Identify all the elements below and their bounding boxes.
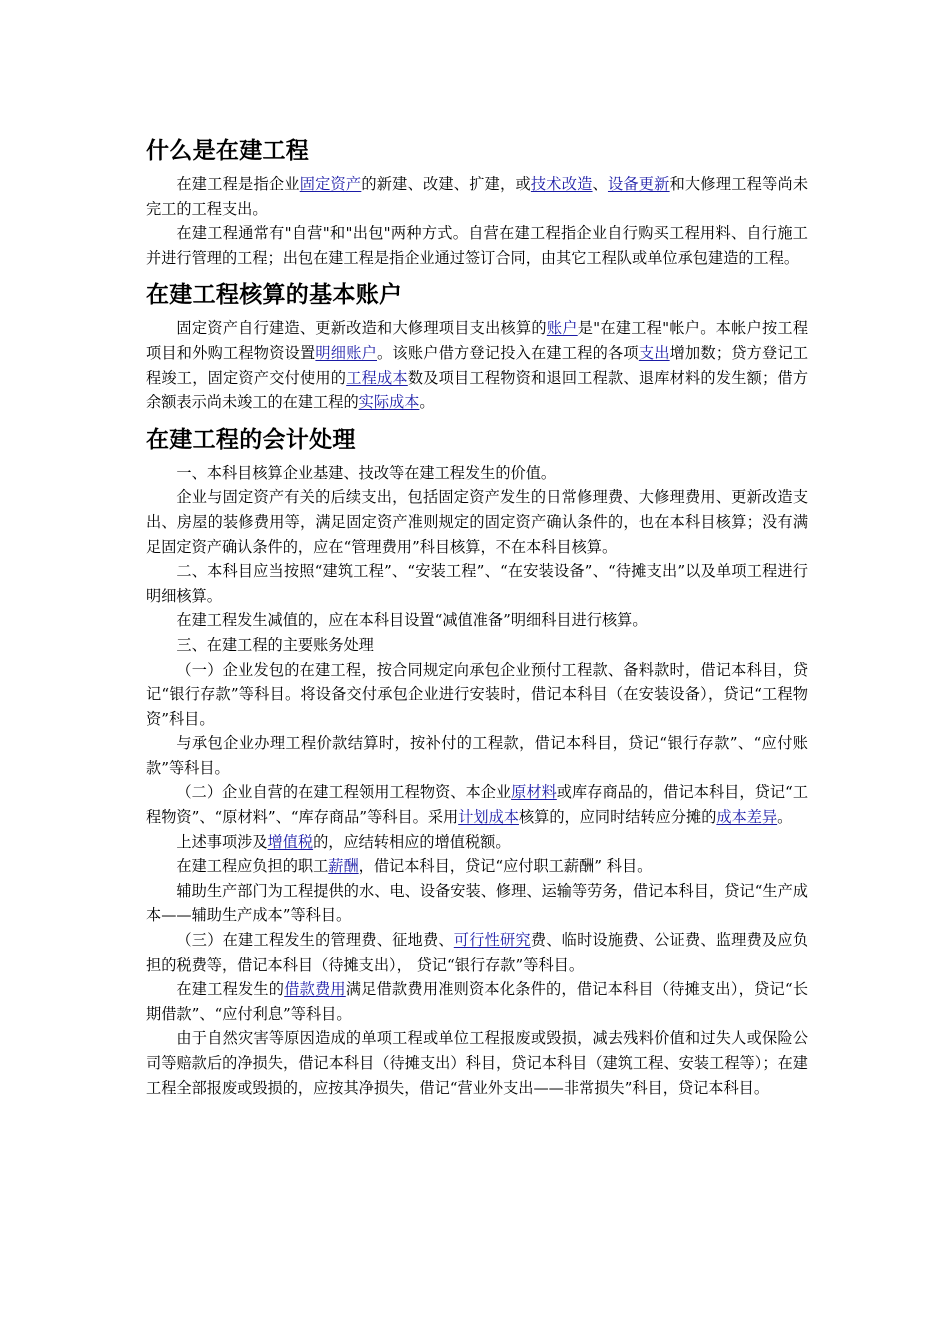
paragraph: 由于自然灾害等原因造成的单项工程或单位工程报废或毁损，减去残料价值和过失人或保险公司等赔款后的净损失，借记本科目（待摊支出）科目，贷记本科目（建筑工程、安装工程等）；在建工程全部报废或毁损的，应按其净损失，借记“营业外支出——非常损失”科目，贷记本科目。	[146, 1029, 808, 1097]
document-page	[146, 134, 808, 1100]
link-equipment-renewal[interactable]: 设备更新	[607, 175, 670, 193]
section-heading-accounting-treatment: 在建工程的会计处理	[146, 426, 356, 453]
paragraph: 在建工程是指企业固定资产的新建、改建、扩建，或技术改造、设备更新和大修理工程等尚未完工的工程支出。	[146, 175, 809, 218]
link-cost-variance[interactable]: 成本差异	[716, 808, 778, 827]
section-heading-what-is-cip: 什么是在建工程	[146, 138, 310, 164]
paragraph: 三、在建工程的主要账务处理	[176, 635, 374, 654]
paragraph: （三）在建工程发生的管理费、征地费、可行性研究费、临时设施费、公证费、监理费及应负担的税费等，借记本科目（待摊支出）， 贷记“银行存款”等科目。	[146, 931, 809, 974]
link-borrowing-costs[interactable]: 借款费用	[284, 980, 346, 999]
link-project-cost[interactable]: 工程成本	[346, 368, 408, 387]
link-planned-cost[interactable]: 计划成本	[458, 808, 519, 827]
paragraph: 企业与固定资产有关的后续支出，包括固定资产发生的日常修理费、大修理费用、更新改造支出、房屋的装修费用等，满足固定资产准则规定的固定资产确认条件的，也在本科目核算；没有满足固定资产确认条件的，应在“管理费用”科目核算，不在本科目核算。	[146, 488, 808, 556]
paragraph: 在建工程发生的借款费用满足借款费用准则资本化条件的，借记本科目（待摊支出），贷记“长期借款”、“应付利息”等科目。	[146, 980, 809, 1023]
paragraph: 辅助生产部门为工程提供的水、电、设备安装、修理、运输等劳务，借记本科目，贷记“生产成本——辅助生产成本”等科目。	[146, 881, 808, 925]
link-expenditure[interactable]: 支出	[638, 343, 670, 362]
paragraph: （二）企业自营的在建工程领用工程物资、本企业原材料或库存商品的，借记本科目，贷记“工程物资”、“原材料”、“库存商品”等科目。采用计划成本核算的，应同时结转应分摊的成本差异。	[146, 783, 809, 827]
paragraph: 与承包企业办理工程价款结算时，按补付的工程款，借记本科目，贷记“银行存款”、“应付账款”等科目。	[146, 734, 808, 777]
paragraph: 上述事项涉及增值税的，应结转相应的增值税额。	[176, 832, 511, 851]
paragraph: （一）企业发包的在建工程，按合同规定向承包企业预付工程款、备料款时，借记本科目，贷记“银行存款”等科目。将设备交付承包企业进行安装时，借记本科目（在安装设备），贷记“工程物资”科目。	[146, 660, 808, 728]
link-salary[interactable]: 薪酬	[328, 857, 359, 876]
paragraph: 二、本科目应当按照“建筑工程”、“安装工程”、“在安装设备”、“待摊支出”以及单项工程进行明细核算。	[146, 562, 808, 605]
paragraph: 在建工程发生减值的，应在本科目设置“减值准备”明细科目进行核算。	[176, 611, 648, 630]
section-heading-basic-accounts: 在建工程核算的基本账户	[146, 282, 403, 309]
link-vat[interactable]: 增值税	[267, 832, 314, 851]
link-account[interactable]: 账户	[546, 319, 578, 338]
link-actual-cost[interactable]: 实际成本	[358, 393, 420, 412]
paragraph: 在建工程通常有"自营"和"出包"两种方式。自营在建工程指企业自行购买工程用料、自行施工并进行管理的工程；出包在建工程是指企业通过签订合同，由其它工程队或单位承包建造的工程。	[146, 224, 808, 267]
link-feasibility-study[interactable]: 可行性研究	[453, 931, 531, 950]
link-fixed-assets[interactable]: 固定资产	[299, 175, 362, 193]
link-raw-materials[interactable]: 原材料	[511, 783, 557, 802]
paragraph: 在建工程应负担的职工薪酬，借记本科目，贷记“应付职工薪酬” 科目。	[176, 857, 653, 876]
paragraph: 一、本科目核算企业基建、技改等在建工程发生的价值。	[176, 463, 557, 482]
link-detail-account[interactable]: 明细账户	[315, 343, 378, 362]
paragraph: 固定资产自行建造、更新改造和大修理项目支出核算的账户是"在建工程"帐户。本帐户按工程项目和外购工程物资设置明细账户。该账户借方登记投入在建工程的各项支出增加数；贷方登记工程竣工，固定资产交付使用的工程成本数及项目工程物资和退回工程款、退库材料的发生额；借方余额表示尚未竣工的在建工程的实际成本。	[146, 319, 809, 412]
link-technical-transformation[interactable]: 技术改造	[530, 175, 593, 193]
